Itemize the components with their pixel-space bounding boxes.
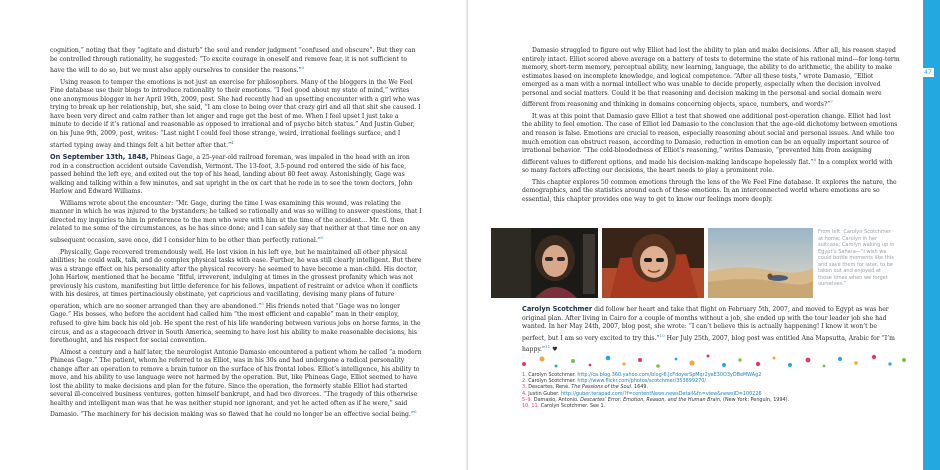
footnote-ref[interactable]: 4 bbox=[231, 139, 234, 145]
endnote-link[interactable]: http://ca.blog.360.yahoo.com/blog-6.JcFdoyerSpMqr2yeE30O3yDBeMWAg2 bbox=[577, 372, 762, 378]
footnote-ref[interactable]: 6 bbox=[414, 409, 417, 415]
footnote-ref[interactable]: 8 bbox=[813, 156, 817, 162]
footnote-ref[interactable]: 5 bbox=[261, 300, 264, 306]
endnote: 1. Carolyn Scotchmer. http://ca.blog.360.yahoo.com/blog-6.JcFdoyerSpMqr2yeE30O3yDBeMWAg2 bbox=[522, 372, 762, 378]
endnote: 4. Justin Guber. http://guber.terapad.com/?f=contentNews.newsDetail&fn=view&newsID=100226 bbox=[522, 390, 762, 397]
right-paragraph-2: It was at this point that Damasio gave Elliot a test that showed one additional post-operation change. Elliot had lost the ability to feel emotion. The case of Elliot led Damasio to the conclusion that the age-old dichotomy between emotions and reason is false. Emotions are crucial to reason, especially reasoning about social and personal issues. And while too much emotion can obstruct reason, according to Damasio, reduction in emotion can be an equally important source of irrational behavior. “The cold-bloodedness of Elliot’s reasoning,” writes Damasio, “prevented him from assigning different values to different options, and made his decision-making landscape hopelessly flat.”$^8$ In a complex world with so many factors affecting our decisions, the heart needs to play a prominent role. bbox=[522, 112, 898, 175]
left-text-column bbox=[50, 47, 422, 423]
photo-sahara-image bbox=[708, 228, 813, 298]
endnote-link[interactable]: http://www.flickr.com/photos/scotchmer/353899270/ bbox=[577, 378, 706, 385]
heart-icon: ♥ bbox=[552, 346, 558, 354]
confetti-dots-decoration bbox=[518, 350, 908, 372]
left-paragraph-5: Physically, Gage recovered tremendously well. He lost vision in his left eye, but he maintained all other physical abilities; he could walk, talk, and do complex physical tasks with ease. Further, he was still clearly intelligent. But there was a strange effect on his personality after the physical recovery: he seemed to have become a man-child. His doctor, John Harlow, mentioned that he became “fitful, irreverent, indulging at times in the grossest profanity which was not previously his custom, manifesting but little deference for his fellows, impatient of restraint or advice when it conflicts with his desires, at times pertinaciously obstinate, yet capricious and vacillating, devising many plans of future operation, which are no sooner arranged than they are abandoned.”$^5$ His friends noted that “Gage was no longer Gage.” His bosses, who before the accident had called him “the most efficient and capable” man in their employ, refused to give him back his old job. He spent the rest of his life wandering between various jobs on horse farms, in the circus, and as a stagecoach driver in South America, seeming to have lost his ability to make reasonable decisions, his forethought, and his respect for social convention. bbox=[50, 248, 422, 345]
footnote-ref[interactable]: 11 bbox=[545, 344, 551, 350]
footnote-ref[interactable]: 7 bbox=[830, 99, 833, 105]
left-paragraph-2: Using reason to temper the emotions is not just an exercise for philosophers. Many of the bloggers in the We Feel Fine database use their blogs to introduce rationality to their emotions. “I feel good about my state of mind,” writes one anonymous blogger in her April 19th, 2009, post. She had recently had an upsetting encounter with a girl who was trying to break up her relationship, but, she said, “I am close to being over that crazy girl and all that shit she caused. I have been very direct and calm rather than let anger and rage get the best of me. When I feel upset I just take a minute to decide if it’s rational and reasonable as opposed to irrational and of psycho bitch status.” And Justin Guber, on his June 9th, 2009, post, writes: “Last night I could feel those strange, weird, irrational feelings surface, and I started typing away and things felt a bit better after that.”$^4$ bbox=[50, 78, 421, 149]
endnote-link[interactable]: http://guber.terapad.com/?f=contentNews.newsDetail&fn=view&newsID=100226 bbox=[560, 390, 762, 397]
endnote: 10, 11. Carolyn Scotchmer. See 1. bbox=[522, 403, 606, 410]
bio-name: Carolyn Scotchmer bbox=[522, 305, 593, 313]
photo-carolyn-in-sahara bbox=[708, 228, 813, 298]
left-paragraph-6: Almost a century and a half later, the neurologist Antonio Damasio encountered a patient whom he called “a modern Phineas Gage.” The patient, whom he referred to as Elliot, was in his 30s and had undergone a radical personality change after an operation to remove a brain tumor on the surface of his frontal lobes. Elliot’s intelligence, his ability to move, and his ability to use language were not harmed by the operation. But, like Phineas Gage, Elliot seemed to have lost the ability to make decisions and plan for the future. Since the operation, the formerly stable Elliot had started several ill-conceived business ventures, gotten himself bankrupt, and had two divorces. “The tragedy of this otherwise healthy and intelligent man was that he was neither stupid nor ignorant, and yet he acted often as if he were,” said Damasio. “The machinery for his decision making was so flawed that he could no longer be an effective social being.”$^6$ bbox=[50, 348, 422, 419]
photo-carolyn-at-home bbox=[491, 228, 598, 298]
bio-paragraph: Carolyn Scotchmer did follow her heart and take that flight on February 5th, 2007, and moved to Egypt as was her original plan. After living in Cairo for a couple of months without a job, she ended up with the tour leader job she had wanted. In her May 24th, 2007, blog post, she wrote: “I can’t believe this is actually happening! I know it won’t be perfect, but I am so very excited to try this.”$^{10}$ Her July 25th, 2007, blog post was entitled Ana Mapsutta, Arabic for “I’m happy.”$^{11}$ ♥ bbox=[522, 305, 895, 354]
endnote: 5–9. Damasio, Antonio. Descartes’ Error: Emotion, Reason, and the Human Brain, (New York: Penguin, 1994). bbox=[522, 396, 790, 403]
right-paragraph-3: This chapter explores 50 common emotions through the lens of the We Feel Fine database. It explores the nature, the demographics, and the statistics around each of these emotions. In an interconnected world where emotions are so essential, this chapter provides one way to get to know our feelings more deeply. bbox=[522, 178, 897, 203]
left-paragraph-4: Williams wrote about the encounter: “Mr. Gage, during the time I was examining this wound, was relating the manner in which he was injured to the bystanders; he talked so rationally and was so willing to answer questions, that I directed my inquiries to him in preference to the men who were with him at the time of the accident… Mr. G. then related to me some of the circumstances, as he has since done; and I can safely say that neither at that time nor on any subsequent occasion, save once, did I consider him to be other than perfectly rational.”$^5$ bbox=[50, 199, 422, 245]
endnote: 2. Carolyn Scotchmer. http://www.flickr.com/photos/scotchmer/353899270/ bbox=[522, 378, 706, 385]
footnote-ref[interactable]: 10 bbox=[659, 332, 665, 338]
left-page bbox=[0, 0, 468, 470]
photo-suitcase-image bbox=[602, 228, 704, 298]
endnote: 3. Descartes, René. The Passions of the Soul. 1649. bbox=[522, 384, 649, 391]
page-number: 47 bbox=[924, 69, 932, 76]
right-text-column bbox=[522, 47, 900, 207]
right-paragraph-1: Damasio struggled to figure out why Elliot had lost the ability to plan and make decisions. After all, his reason stayed entirely intact. Elliot scored above average on a battery of tests to determine the state of his rational mind—for long-term memory, short-term memory, perceptual ability, new learning, language, the ability to do arithmetic, the ability to make estimates based on incomplete knowledge, and logical competence. “After all these tests,” wrote Damasio, “Elliot emerged as a man with a normal intellect who was unable to decide properly, especially when the decision involved personal and social matters. Could it be that reasoning and decision making in the personal and social domain were different from reasoning and thinking in domains concerning objects, space, numbers, and words?”$^7$ bbox=[522, 47, 900, 109]
photo-carolyn-in-suitcase bbox=[602, 228, 704, 298]
footnote-ref[interactable]: 5 bbox=[301, 65, 305, 71]
endnotes-list bbox=[522, 372, 902, 409]
photo-caption: From left: Carolyn Scotchmer at home; Carolyn in her suitcase; Carolyn waking up in Egypt’s Sahara—“I wish we could bottle moments like this and save them for later, to be taken out and enjoyed at those times when we forget ourselves.” bbox=[818, 229, 895, 287]
left-paragraph-1: cognition,” noting that they “agitate and disturb” the soul and render judgment “confused and obscure”. But they can be controlled through rationality, he suggested: “To excite courage in oneself and remove fear, it is not sufficient to have the will to do so, but we must also apply ourselves to consider the reasons.”$^5$ bbox=[50, 47, 416, 75]
footnote-ref[interactable]: 5 bbox=[320, 235, 324, 240]
section-lead: On September 13th, 1848, bbox=[50, 153, 149, 162]
left-paragraph-3: On September 13th, 1848, Phineas Gage, a 25-year-old railroad foreman, was impaled in the head with an iron rod in a construction accident outside Cavendish, Vermont. The 13-foot, 3.5-pound rod entered the side of his face, passed behind the left eye, and exited out the top of his head, landing about 80 feet away. Astonishingly, Gage was walking and talking within a few minutes, and sat upright in the ox cart that he rode in to see the town doctors, John Harlow and Edward Williams. bbox=[50, 153, 413, 196]
photo-at-home-image bbox=[491, 228, 598, 298]
